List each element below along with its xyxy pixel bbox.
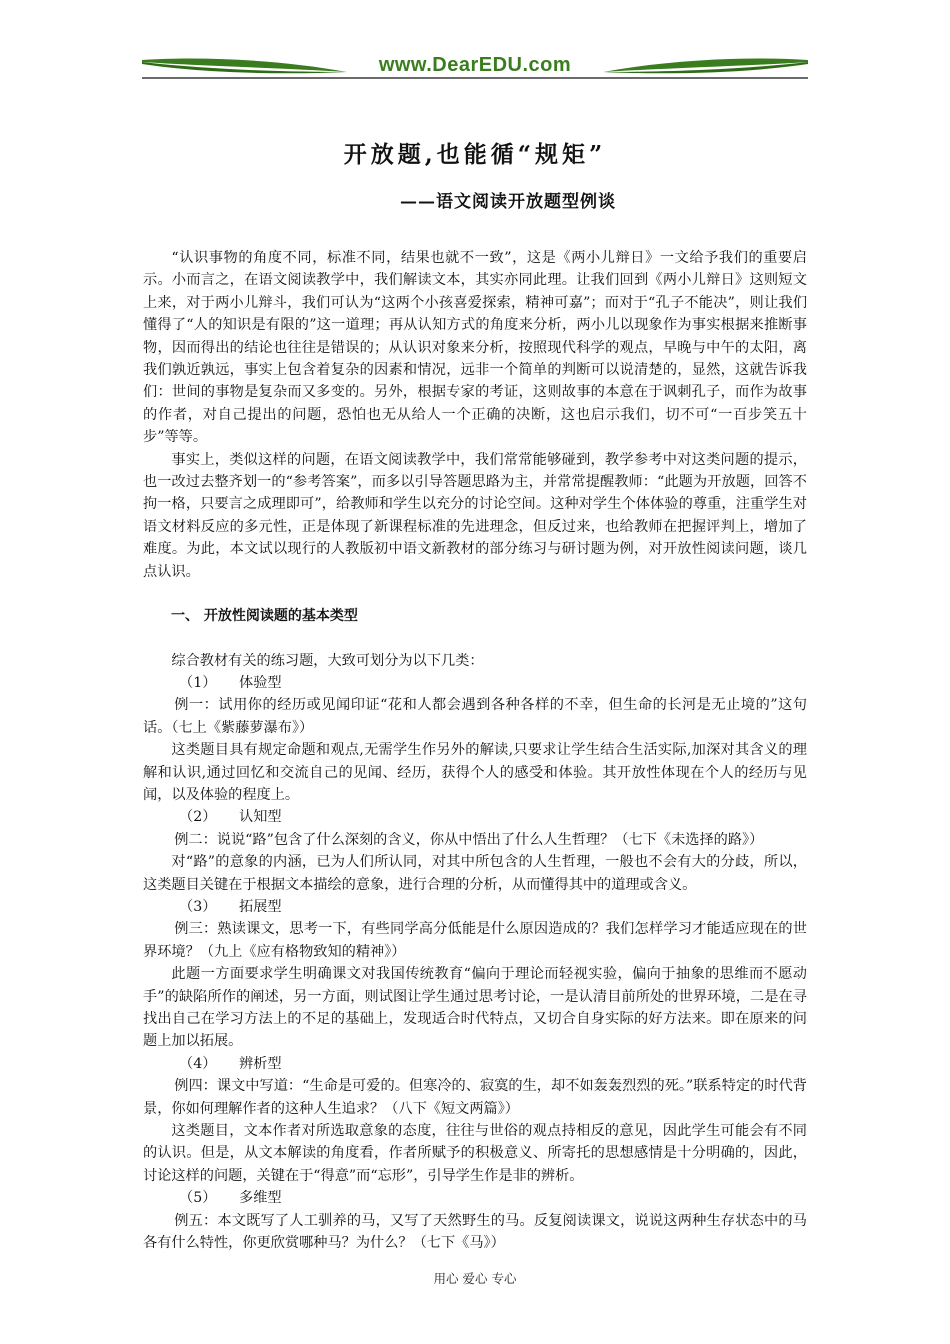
type-name: 拓展型 [239, 898, 282, 915]
type-item [179, 1053, 807, 1075]
example-text: 例一：试用你的经历或见闻印证“花和人都会遇到各种各样的不幸，但生命的长河是无止境的”这句话。（七上《紫藤萝瀑布》） [143, 697, 807, 736]
section-heading: 一、 开放性阅读题的基本类型 [171, 608, 358, 625]
type-item [179, 896, 807, 918]
document-title: 开放题,也能循“规矩” [343, 141, 607, 168]
example-text: 例四：课文中写道：“生命是可爱的。但寒冷的、寂寞的生，却不如轰轰烈烈的死。”联系特定的时代背景，你如何理解作者的这种人生追求？（八下《短文两篇》） [143, 1078, 807, 1117]
document-subtitle: ——语文阅读开放题型例谈 [400, 192, 616, 212]
type-name: 体验型 [239, 674, 282, 691]
section-intro: 综合教材有关的练习题，大致可划分为以下几类： [171, 652, 484, 669]
type-name: 辨析型 [239, 1055, 282, 1072]
type-number: （2） [179, 809, 217, 826]
page-footer: 用心 爱心 专心 [433, 1271, 517, 1286]
example-text: 例五：本文既写了人工驯养的马，又写了天然野生的马。反复阅读课文，说说这两种生存状态中的马各有什么特性，你更欣赏哪种马？为什么？（七下《马》） [143, 1212, 807, 1252]
analysis-text: 对“路”的意象的内涵，已为人们所认同，对其中所包含的人生哲理，一般也不会有大的分歧，所以，这类题目关键在于根据文本描绘的意象，进行合理的分析，从而懂得其中的道理或含义。 [143, 854, 807, 893]
example-text: 例三：熟读课文，思考一下，有些同学高分低能是什么原因造成的？我们怎样学习才能适应现在的世界环境？（九上《应有格物致知的精神》） [143, 921, 807, 960]
type-number: （4） [179, 1055, 217, 1072]
type-item [179, 806, 807, 828]
type-item [179, 672, 807, 694]
analysis-text: 这类题目，文本作者对所选取意象的态度，往往与世俗的观点持相反的意见，因此学生可能会有不同的认识。但是，从文本解读的角度看，作者所赋予的积极意义、所寄托的思想感情是十分明确的，因此，讨论这样的问题，关键在于“得意”而“忘形”，引导学生作是非的辨析。 [143, 1123, 807, 1184]
type-name: 认知型 [239, 809, 282, 826]
analysis-text: 此题一方面要求学生明确课文对我国传统教育“偏向于理论而轻视实验，偏向于抽象的思维而不愿动手”的缺陷所作的阐述，另一方面，则试图让学生通过思考讨论，一是认清目前所处的世界环境，二是在寻找出自己在学习方法上的不足的基础上，发现适合时代特点，又切合自身实际的好方法来。即在原来的问题上加以拓展。 [143, 966, 807, 1050]
analysis-text: 这类题目具有规定命题和观点,无需学生作另外的解读,只要求让学生结合生活实际,加深对其含义的理解和认识,通过回忆和交流自己的见闻、经历，获得个人的感受和体验。其开放性体现在个人的经历与见闻，以及体验的程度上。 [143, 742, 807, 803]
example-text: 例二：说说“路”包含了什么深刻的含义，你从中悟出了什么人生哲理？（七下《未选择的路》） [174, 831, 764, 848]
intro-paragraph: “认识事物的角度不同，标准不同，结果也就不一致”，这是《两小儿辩日》一文给予我们的重要启示。小而言之，在语文阅读教学中，我们解读文本，其实亦同此理。让我们回到《两小儿辩日》这则短文上来，对于两小儿辩斗，我们可认为“这两个小孩喜爱探索，精神可嘉”；而对于“孔子不能决”，则让我们懂得了“人的知识是有限的”这一道理；再从认知方式的角度来分析，两小儿以现象作为事实根据来推断事物，因而得出的结论也往往是错误的；从认识对象来分析，按照现代科学的观点，早晚与中午的太阳，离我们孰近孰远，事实上包含着复杂的因素和情况，远非一个简单的判断可以说清楚的，显然，这就告诉我们：世间的事物是复杂而又多变的。另外，根据专家的考证，这则故事的本意在于讽刺孔子，而作为故事的作者，对自己提出的问题，恐怕也无从给人一个正确的决断，这也启示我们，切不可“一百步笑五十步”等等。 [143, 250, 808, 446]
document-body [143, 247, 807, 1254]
type-number: （3） [179, 898, 217, 915]
type-number: （5） [179, 1190, 217, 1207]
site-header [142, 48, 808, 84]
intro-paragraph: 事实上，类似这样的问题，在语文阅读教学中，我们常常能够碰到，教学参考中对这类问题的提示，也一改过去整齐划一的“参考答案”，而多以引导答题思路为主，并常常提醒教师：“此题为开放题，回答不拘一格，只要言之成理即可”，给教师和学生以充分的讨论空间。这种对学生个体体验的尊重，注重学生对语文材料反应的多元性，正是体现了新课程标准的先进理念，但反过来，也给教师在把握评判上，增加了难度。为此，本文试以现行的人教版初中语文新教材的部分练习与研讨题为例，对开放性阅读问题，谈几点认识。 [143, 451, 807, 580]
site-logo-text: www.DearEDU.com [378, 54, 572, 76]
type-item [179, 1187, 807, 1209]
type-number: （1） [179, 674, 217, 691]
type-name: 多维型 [239, 1190, 282, 1207]
